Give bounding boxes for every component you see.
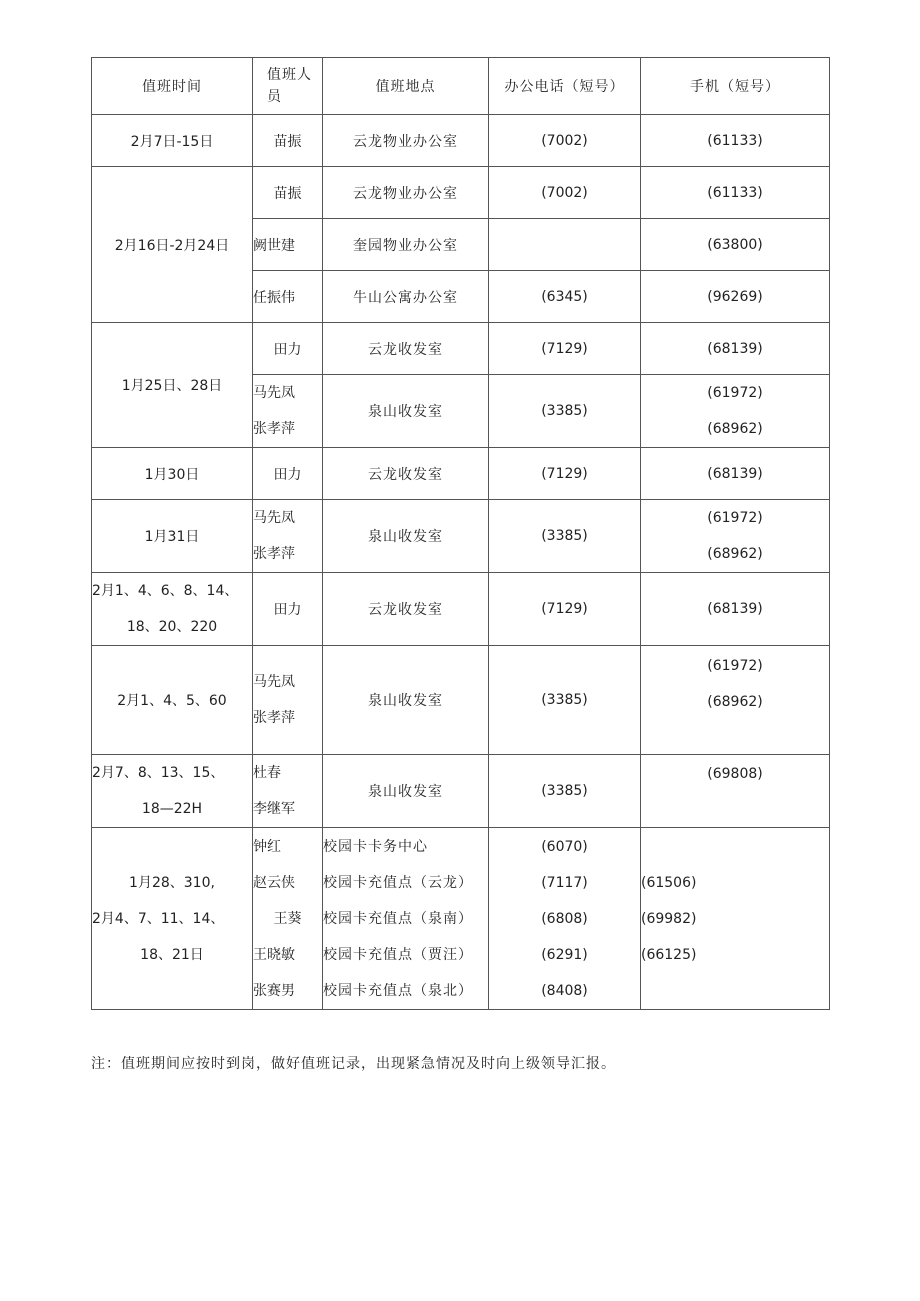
duty-person: 阙世建: [253, 219, 323, 271]
duty-person: [253, 646, 323, 755]
duty-time-line: 2月4、7、11、14、: [92, 910, 225, 927]
office-phone: (7002): [489, 167, 641, 219]
mobile-phone: (68139): [641, 573, 830, 646]
person-name: 张孝萍: [253, 546, 295, 562]
duty-time-line: 1月28、310,: [129, 874, 215, 891]
person-name: 张赛男: [253, 982, 295, 999]
person-name: 钟红: [253, 838, 281, 855]
duty-location: [323, 828, 489, 1010]
phone-number: (6291): [541, 946, 588, 963]
table-row: [92, 323, 830, 375]
table-row: [92, 115, 830, 167]
location-name: 校园卡充值点（贾汪）: [323, 946, 473, 963]
duty-time: 1月25日、28日: [92, 323, 253, 448]
duty-location: 泉山收发室: [323, 755, 489, 828]
office-phone: (7129): [489, 573, 641, 646]
duty-time: [92, 573, 253, 646]
mobile-number: (68962): [707, 694, 763, 710]
header-person: 值班人员: [253, 58, 323, 115]
table-row: [92, 646, 830, 755]
mobile-number: (68962): [707, 546, 763, 562]
office-phone: (3385): [489, 755, 641, 828]
duty-time: 1月31日: [92, 500, 253, 573]
duty-time: [92, 828, 253, 1010]
duty-schedule-table: [91, 57, 830, 1010]
phone-number: (8408): [541, 982, 588, 999]
mobile-number: (61506): [641, 874, 697, 891]
duty-person: 苗振: [253, 115, 323, 167]
mobile-phone: [641, 500, 830, 573]
phone-number: (6070): [541, 838, 588, 855]
office-phone: (3385): [489, 646, 641, 755]
duty-time-line: 18—22H: [141, 801, 203, 817]
mobile-number: (69808): [707, 766, 763, 782]
office-phone: (7129): [489, 323, 641, 375]
phone-number: (6808): [541, 910, 588, 927]
person-name: 王葵: [273, 910, 302, 927]
location-name: 校园卡充值点（泉南）: [323, 910, 473, 927]
mobile-number: (61972): [707, 510, 763, 526]
duty-location: 云龙收发室: [323, 323, 489, 375]
duty-location: 奎园物业办公室: [323, 219, 489, 271]
footnote: 注：值班期间应按时到岗，做好值班记录，出现紧急情况及时向上级领导汇报。: [91, 1056, 616, 1072]
header-office-phone: 办公电话（短号）: [489, 58, 641, 115]
header-row: [92, 58, 830, 115]
mobile-phone: (63800): [641, 219, 830, 271]
duty-time-line: 2月1、4、6、8、14、: [92, 583, 239, 599]
duty-person: [253, 828, 323, 1010]
office-phone: (3385): [489, 500, 641, 573]
duty-location: 牛山公寓办公室: [323, 271, 489, 323]
duty-person: [253, 500, 323, 573]
duty-person: [253, 755, 323, 828]
mobile-phone: [641, 375, 830, 448]
duty-location: 云龙收发室: [323, 448, 489, 500]
duty-time-line: 18、20、220: [126, 619, 218, 635]
duty-person: 田力: [253, 448, 323, 500]
person-name: 马先凤: [253, 510, 295, 526]
person-name: 李继军: [253, 801, 295, 817]
mobile-phone: (61133): [641, 115, 830, 167]
mobile-phone: [641, 755, 830, 828]
duty-location: 云龙物业办公室: [323, 167, 489, 219]
duty-person: 苗振: [253, 167, 323, 219]
office-phone: (7129): [489, 448, 641, 500]
header-location: 值班地点: [323, 58, 489, 115]
location-name: 校园卡充值点（泉北）: [323, 982, 473, 999]
duty-time: 1月30日: [92, 448, 253, 500]
duty-person: 任振伟: [253, 271, 323, 323]
office-phone: [489, 219, 641, 271]
phone-number: (7117): [541, 874, 588, 891]
person-name: 杜春: [253, 765, 281, 781]
duty-person: 田力: [253, 323, 323, 375]
person-name: 王晓敏: [253, 946, 295, 963]
person-name: 张孝萍: [253, 710, 295, 726]
duty-location: 云龙物业办公室: [323, 115, 489, 167]
mobile-number: (69982): [641, 910, 697, 927]
office-phone: [489, 828, 641, 1010]
duty-time: [92, 755, 253, 828]
table-row: [92, 500, 830, 573]
office-phone: (3385): [489, 375, 641, 448]
mobile-number: (66125): [641, 946, 697, 963]
duty-person: 田力: [253, 573, 323, 646]
duty-location: 云龙收发室: [323, 573, 489, 646]
location-name: 校园卡充值点（云龙）: [323, 874, 473, 891]
table-row: [92, 755, 830, 828]
duty-time: 2月16日-2月24日: [92, 167, 253, 323]
table-row: [92, 448, 830, 500]
mobile-phone: (68139): [641, 448, 830, 500]
office-phone: (6345): [489, 271, 641, 323]
table-row: [92, 573, 830, 646]
mobile-phone: (68139): [641, 323, 830, 375]
duty-location: 泉山收发室: [323, 375, 489, 448]
duty-time: 2月1、4、5、60: [92, 646, 253, 755]
mobile-phone: (61133): [641, 167, 830, 219]
header-mobile: 手机（短号）: [641, 58, 830, 115]
person-name: 马先凤: [253, 385, 295, 401]
duty-time-line: 2月7、8、13、15、: [92, 765, 225, 781]
office-phone: (7002): [489, 115, 641, 167]
location-name: 校园卡卡务中心: [323, 838, 428, 855]
duty-person: [253, 375, 323, 448]
duty-location: 泉山收发室: [323, 646, 489, 755]
person-name: 张孝萍: [253, 421, 295, 437]
mobile-phone: (96269): [641, 271, 830, 323]
duty-time-line: 18、21日: [140, 946, 204, 963]
header-time: 值班时间: [92, 58, 253, 115]
table-row: [92, 167, 830, 219]
person-name: 赵云侠: [253, 874, 295, 891]
duty-time: 2月7日-15日: [92, 115, 253, 167]
table-row: [92, 828, 830, 1010]
mobile-number: (61972): [707, 385, 763, 401]
mobile-phone: [641, 828, 830, 1010]
person-name: 马先凤: [253, 674, 295, 690]
mobile-number: (61972): [707, 658, 763, 674]
mobile-number: (68962): [707, 421, 763, 437]
duty-location: 泉山收发室: [323, 500, 489, 573]
mobile-phone: [641, 646, 830, 755]
